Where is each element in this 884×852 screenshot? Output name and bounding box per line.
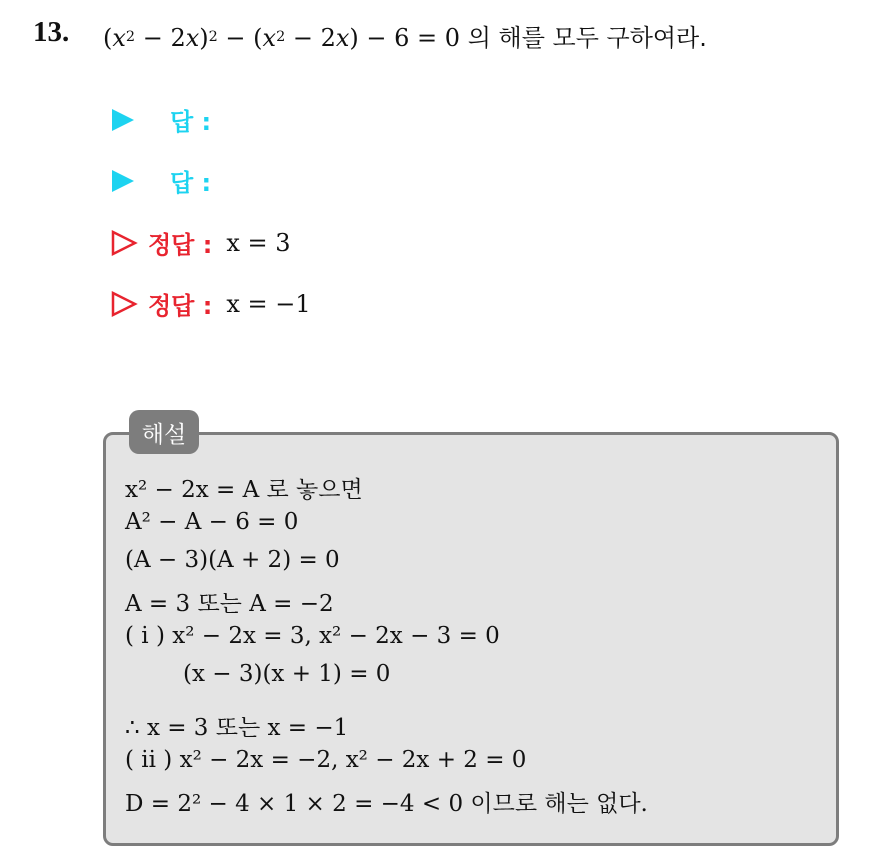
question-equation: $(x^2 - 2x)^2 - (x^2 - 2x) - 6 = 0$ [103,24,461,52]
filled-triangle-icon [110,107,136,133]
solution-line-1: x² − 2x = A 로 놓으면 [125,477,363,503]
question-text [103,18,707,53]
correct-answer-row-1 [110,225,291,260]
answer-blank-row-1 [110,102,211,137]
question-suffix: 의 해를 모두 구하여라. [467,24,707,52]
solution-line-4: A = 3 또는 A = −2 [125,591,334,617]
correct-answer-label: 정답 : [148,292,213,320]
correct-answer-label: 정답 : [148,231,213,259]
solution-line-5: ( i ) x² − 2x = 3, x² − 2x − 3 = 0 [125,623,500,649]
correct-answer-value: x = −1 [226,289,311,318]
solution-line-2: A² − A − 6 = 0 [125,509,299,535]
outline-triangle-icon [110,290,138,318]
solution-tab: 해설 [129,410,199,454]
filled-triangle-icon [110,168,136,194]
solution-line-6: (x − 3)(x + 1) = 0 [183,661,391,687]
question-number: 13. [33,16,70,48]
solution-line-7: ∴ x = 3 또는 x = −1 [125,715,349,741]
solution-line-8: ( ii ) x² − 2x = −2, x² − 2x + 2 = 0 [125,747,527,773]
answer-label: 답 : [170,169,212,197]
correct-answer-value: x = 3 [226,228,291,257]
solution-line-9: D = 2² − 4 × 1 × 2 = −4 < 0 이므로 해는 없다. [125,791,648,817]
answer-label: 답 : [170,108,212,136]
outline-triangle-icon [110,229,138,257]
answer-blank-row-2 [110,163,211,198]
correct-answer-row-2 [110,286,311,321]
solution-line-3: (A − 3)(A + 2) = 0 [125,547,340,573]
